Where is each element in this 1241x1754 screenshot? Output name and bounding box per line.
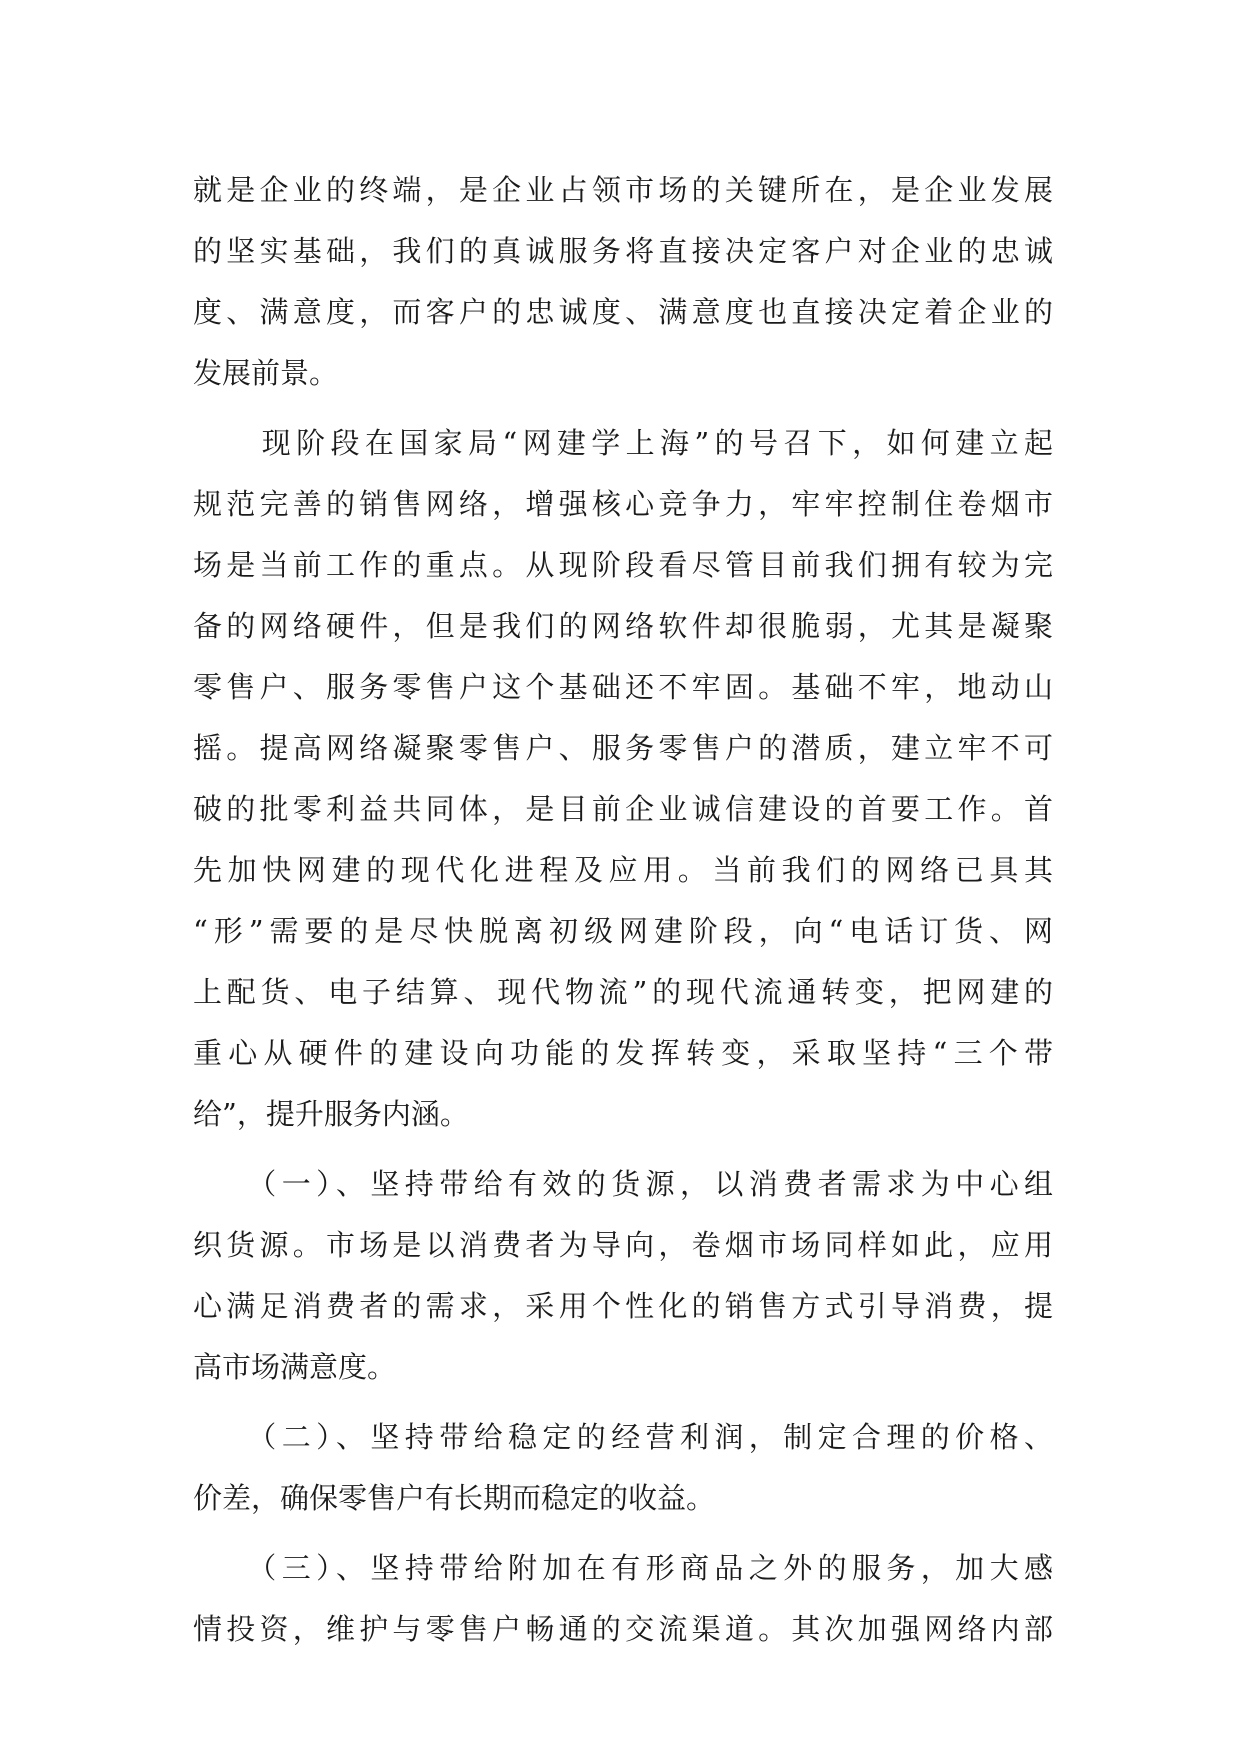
text-line: （一）、坚持带给有效的货源，以消费者需求为中心组 xyxy=(193,1167,1053,1201)
text-line: 发展前景。 xyxy=(193,356,339,390)
text-line: 度、满意度，而客户的忠诚度、满意度也直接决定着企业的 xyxy=(193,295,1053,329)
text-line: 规范完善的销售网络，增强核心竞争力，牢牢控制住卷烟市 xyxy=(193,487,1053,521)
text-line: 就是企业的终端，是企业占领市场的关键所在，是企业发展 xyxy=(193,173,1053,207)
text-line: 备的网络硬件，但是我们的网络软件却很脆弱，尤其是凝聚 xyxy=(193,609,1053,643)
text-line: 给”，提升服务内涵。 xyxy=(193,1097,469,1131)
text-line: 上配货、电子结算、现代物流”的现代流通转变，把网建的 xyxy=(193,975,1053,1009)
paragraph xyxy=(193,1154,1053,1398)
text-line: 先加快网建的现代化进程及应用。当前我们的网络已具其 xyxy=(193,853,1053,887)
text-line: 情投资，维护与零售户畅通的交流渠道。其次加强网络内部 xyxy=(193,1612,1053,1646)
text-line: 织货源。市场是以消费者为导向，卷烟市场同样如此，应用 xyxy=(193,1228,1053,1262)
paragraph xyxy=(193,1407,1053,1529)
paragraph xyxy=(193,160,1053,404)
text-line: （二）、坚持带给稳定的经营利润，制定合理的价格、 xyxy=(193,1420,1053,1454)
text-line: 心满足消费者的需求，采用个性化的销售方式引导消费，提 xyxy=(193,1289,1053,1323)
text-line: 破的批零利益共同体，是目前企业诚信建设的首要工作。首 xyxy=(193,792,1053,826)
text-line: 零售户、服务零售户这个基础还不牢固。基础不牢，地动山 xyxy=(193,670,1053,704)
text-line: 高市场满意度。 xyxy=(193,1350,397,1384)
text-line: 价差，确保零售户有长期而稳定的收益。 xyxy=(193,1481,716,1515)
text-line: （三）、坚持带给附加在有形商品之外的服务，加大感 xyxy=(193,1551,1053,1585)
text-line: 场是当前工作的重点。从现阶段看尽管目前我们拥有较为完 xyxy=(193,548,1053,582)
text-line: “形”需要的是尽快脱离初级网建阶段，向“电话订货、网 xyxy=(193,914,1053,948)
document-body xyxy=(193,160,1053,1660)
paragraph xyxy=(193,413,1053,1145)
text-line: 重心从硬件的建设向功能的发挥转变，采取坚持“三个带 xyxy=(193,1036,1053,1070)
paragraph xyxy=(193,1538,1053,1660)
text-line: 摇。提高网络凝聚零售户、服务零售户的潜质，建立牢不可 xyxy=(193,731,1053,765)
text-line: 现阶段在国家局“网建学上海”的号召下，如何建立起 xyxy=(193,426,1053,460)
text-line: 的坚实基础，我们的真诚服务将直接决定客户对企业的忠诚 xyxy=(193,234,1053,268)
